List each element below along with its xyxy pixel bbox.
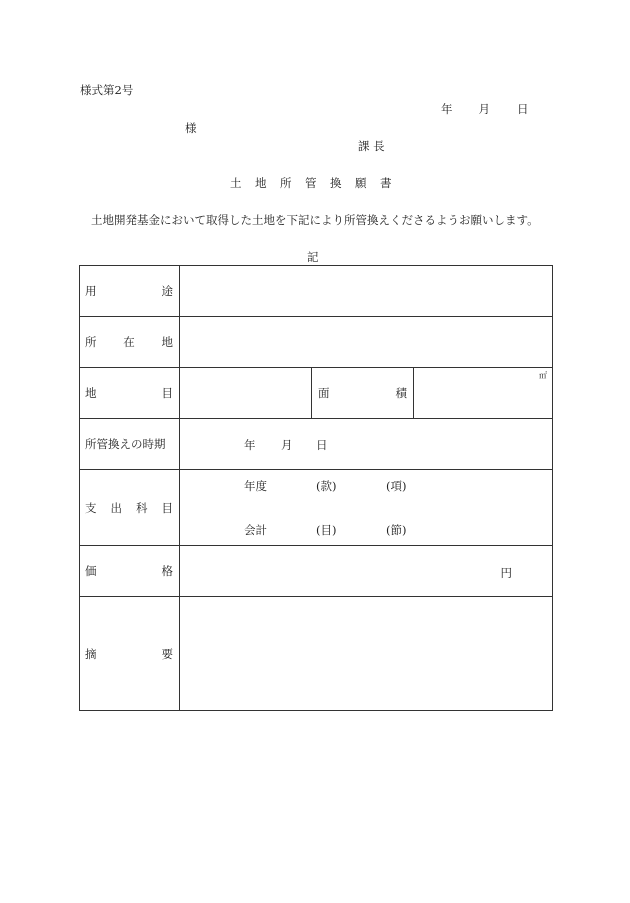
location-label: 所 在 地 [80,317,180,368]
row-summary [80,597,553,711]
ki-heading: 記 [307,250,319,264]
summary-label: 摘 要 [80,597,180,711]
document-title: 土 地 所 管 換 願 書 [230,176,392,190]
date-month-unit: 月 [478,102,490,116]
transfer-form-table [79,265,553,711]
land-category-label: 地 目 [80,368,180,419]
expenditure-label: 支 出 科 目 [80,470,180,546]
area-unit: ㎡ [539,371,548,380]
request-text: 土地開発基金において取得した土地を下記により所管換えくださるようお願いします。 [91,213,539,227]
addressee-suffix: 様 [185,121,197,135]
setsu-label: (節) [386,523,407,537]
use-label: 用 途 [80,266,180,317]
transfer-year-unit: 年 [244,438,256,452]
date-year-unit: 年 [441,102,453,116]
row-price [80,546,553,597]
row-expenditure [80,470,553,546]
kan-label: (款) [316,479,337,493]
transfer-month-unit: 月 [281,438,293,452]
fiscal-year-label: 年度 [244,479,267,493]
section-chief: 課 長 [358,139,385,153]
account-label: 会計 [244,523,267,537]
date-line [441,101,529,117]
row-transfer-time [80,419,553,470]
use-value-cell[interactable] [180,266,553,317]
transfer-day-unit: 日 [316,438,328,452]
price-value-cell[interactable] [180,546,553,597]
expenditure-value-cell[interactable] [180,470,553,546]
price-unit: 円 [500,566,513,580]
transfer-time-label: 所管換えの時期 [80,419,180,470]
summary-value-cell[interactable] [180,597,553,711]
transfer-time-value-cell[interactable] [180,419,553,470]
price-label: 価 格 [80,546,180,597]
area-label: 面 積 [312,368,414,419]
row-use [80,266,553,317]
location-value-cell[interactable] [180,317,553,368]
row-location [80,317,553,368]
date-day-unit: 日 [517,102,529,116]
land-category-value-cell[interactable] [180,368,312,419]
moku-label: (目) [316,523,337,537]
kou-label: (項) [386,479,407,493]
area-value-cell[interactable] [414,368,553,419]
row-land-category [80,368,553,419]
form-number: 様式第2号 [80,83,134,97]
